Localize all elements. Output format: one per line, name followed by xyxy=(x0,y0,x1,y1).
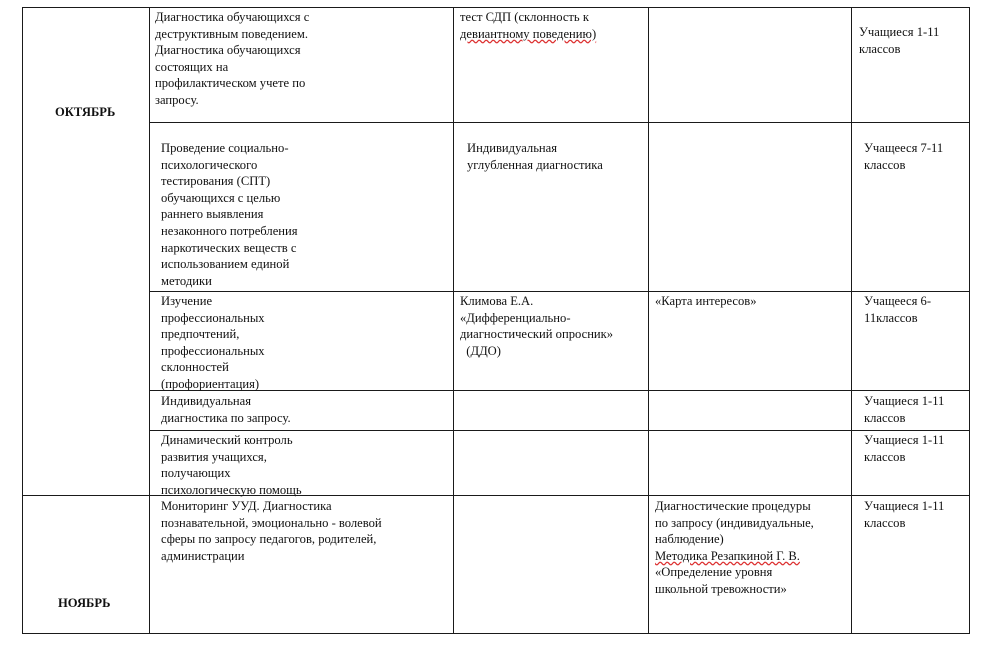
cell-line: деструктивным поведением. xyxy=(155,26,308,41)
table-border-bottom xyxy=(22,633,970,634)
cell-line: Индивидуальная xyxy=(467,141,558,155)
cell-line: Климова Е.А. xyxy=(460,294,534,308)
cell-line: профессиональных xyxy=(161,343,265,358)
cell-line: Учащееся 7-11 xyxy=(864,141,944,155)
cell-line: Учащиеся 1-11 xyxy=(864,394,945,408)
table-cell-participants xyxy=(859,24,939,57)
row-divider xyxy=(149,122,970,123)
cell-line: раннего выявления xyxy=(161,207,264,222)
cell-line: по запросу (индивидуальные, xyxy=(655,515,814,530)
cell-line: классов xyxy=(864,449,906,464)
table-cell-method xyxy=(460,9,596,42)
cell-line: предпочтений, xyxy=(161,327,240,342)
cell-line: школьной тревожности» xyxy=(655,581,787,596)
table-cell-participants xyxy=(864,293,931,326)
cell-line: наблюдение) xyxy=(655,532,724,547)
cell-line: Учащиеся 1-11 xyxy=(864,433,945,447)
cell-line: Изучение xyxy=(161,294,213,308)
cell-line: Диагностика обучающихся xyxy=(155,43,301,58)
cell-line: методики xyxy=(161,273,212,288)
cell-line: развития учащихся, xyxy=(161,449,267,464)
month-label-october: ОКТЯБРЬ xyxy=(55,105,116,119)
cell-line: диагностический опросник» xyxy=(460,327,614,342)
cell-line: Учащееся 6- xyxy=(864,294,932,308)
row-divider xyxy=(149,390,970,391)
cell-line: Мониторинг УУД. Диагностика xyxy=(161,499,332,513)
column-divider xyxy=(851,7,852,634)
cell-line: обучающихся с целью xyxy=(161,190,281,205)
cell-line: склонностей xyxy=(161,360,229,375)
cell-line: углубленная диагностика xyxy=(467,157,603,172)
cell-line: Методика Резапкиной Г. В. xyxy=(655,548,800,563)
table-border-top xyxy=(22,7,970,8)
cell-line: тест СДП (склонность к xyxy=(460,10,589,24)
table-cell-participants xyxy=(864,140,943,173)
cell-line: психологического xyxy=(161,157,258,172)
cell-line: профилактическом учете по xyxy=(155,76,306,91)
cell-line: Диагностические процедуры xyxy=(655,499,811,513)
table-border-left xyxy=(22,7,23,634)
table-cell-participants xyxy=(864,432,944,465)
cell-line: девиантному поведению) xyxy=(460,26,597,41)
cell-line: Проведение социально- xyxy=(161,141,289,155)
cell-line: «Карта интересов» xyxy=(655,294,757,308)
table-cell-participants xyxy=(864,498,944,531)
cell-line: состоящих на xyxy=(155,59,229,74)
cell-line: (ДДО) xyxy=(460,343,501,358)
table-cell-method xyxy=(467,140,603,173)
table-cell-activity xyxy=(161,432,302,498)
table-cell-activity xyxy=(155,9,309,109)
table-cell-activity xyxy=(161,140,298,289)
cell-line: тестирования (СПТ) xyxy=(161,174,271,189)
cell-line: получающих xyxy=(161,466,231,481)
table-cell-tool xyxy=(655,498,814,598)
table-border-right xyxy=(969,7,970,634)
table-cell-activity xyxy=(161,293,265,393)
cell-line: Учащиеся 1-11 xyxy=(864,499,945,513)
cell-line: «Определение уровня xyxy=(655,565,773,580)
cell-line: незаконного потребления xyxy=(161,223,298,238)
cell-line: познавательной, эмоционально - волевой xyxy=(161,515,382,530)
row-divider xyxy=(149,291,970,292)
table-cell-method xyxy=(460,293,613,359)
cell-line: классов xyxy=(859,41,901,56)
table-cell-participants xyxy=(864,393,944,426)
cell-line: классов xyxy=(864,157,906,172)
cell-line: запросу. xyxy=(155,92,199,107)
table-cell-activity xyxy=(161,498,382,564)
cell-line: Индивидуальная xyxy=(161,394,252,408)
month-label-november: НОЯБРЬ xyxy=(58,596,111,610)
cell-line: наркотических веществ с xyxy=(161,240,297,255)
cell-line: диагностика по запросу. xyxy=(161,410,291,425)
cell-line: сферы по запросу педагогов, родителей, xyxy=(161,532,377,547)
cell-line: Учащиеся 1-11 xyxy=(859,25,940,39)
cell-line: классов xyxy=(864,410,906,425)
column-divider xyxy=(453,7,454,634)
table-cell-activity xyxy=(161,393,291,426)
cell-line: администрации xyxy=(161,548,245,563)
cell-line: 11классов xyxy=(864,310,918,325)
cell-line: психологическую помощь xyxy=(161,482,302,497)
table-cell-tool xyxy=(655,293,757,310)
column-divider xyxy=(149,7,150,634)
cell-line: Диагностика обучающихся с xyxy=(155,10,310,24)
column-divider xyxy=(648,7,649,634)
cell-line: классов xyxy=(864,515,906,530)
cell-line: профессиональных xyxy=(161,310,265,325)
cell-line: (профориентация) xyxy=(161,376,260,391)
row-divider xyxy=(149,430,970,431)
cell-line: Динамический контроль xyxy=(161,433,293,447)
cell-line: использованием единой xyxy=(161,257,290,272)
cell-line: «Дифференциально- xyxy=(460,310,571,325)
